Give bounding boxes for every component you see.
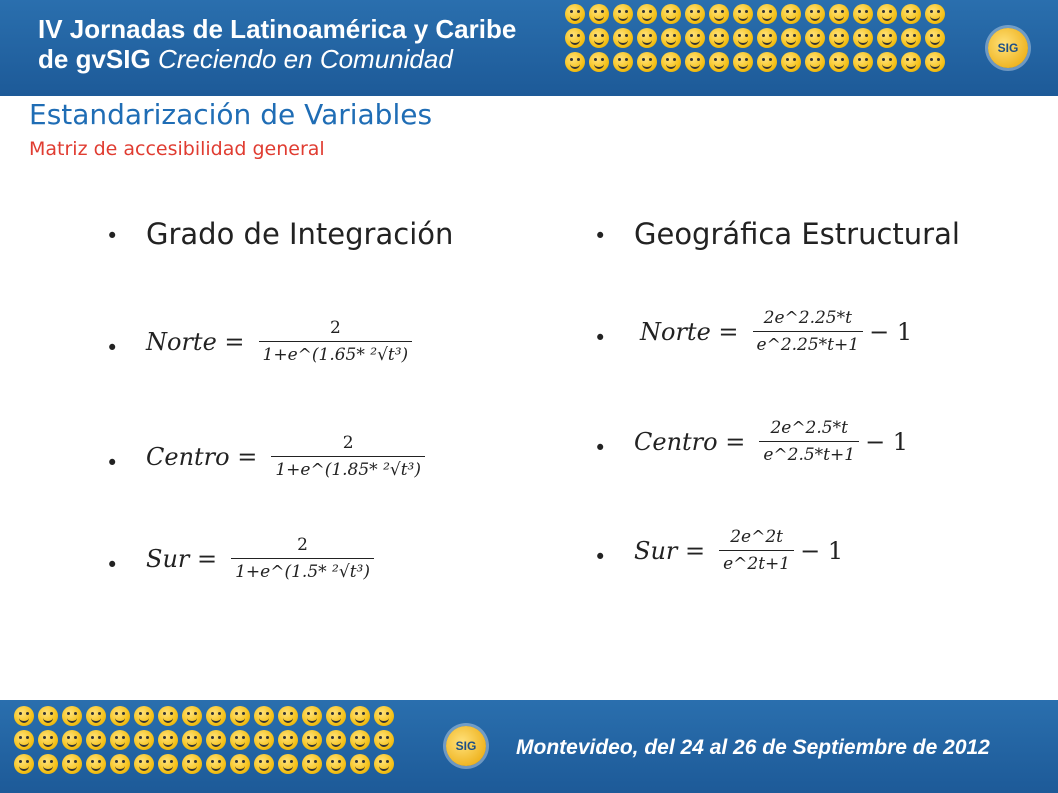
- smiley-icon: [781, 28, 801, 48]
- fraction: [753, 308, 864, 355]
- fraction-numerator: 2e^2t: [730, 527, 783, 547]
- smiley-icon: [853, 28, 873, 48]
- formula-sur-estructural: [634, 527, 843, 574]
- smiley-icon: [613, 4, 633, 24]
- smiley-icon: [110, 706, 130, 726]
- smiley-icon: [829, 28, 849, 48]
- event-title-gvsig: de gvSIG: [38, 44, 151, 74]
- smiley-icon: [230, 754, 250, 774]
- smiley-icon: [757, 28, 777, 48]
- smiley-icon: [182, 706, 202, 726]
- bullet-icon: •: [106, 336, 119, 360]
- fraction-denominator: e^2.25*t+1: [753, 331, 864, 355]
- smiley-icon: [637, 4, 657, 24]
- fraction: [759, 418, 859, 465]
- smiley-icon: [829, 52, 849, 72]
- smiley-icon: [302, 754, 322, 774]
- smiley-icon: [589, 52, 609, 72]
- formula-lhs: Centro =: [146, 442, 258, 471]
- smiley-icon: [326, 754, 346, 774]
- smiley-icon: [110, 730, 130, 750]
- smiley-icon: [350, 754, 370, 774]
- smiley-icon: [62, 706, 82, 726]
- smiley-icon: [38, 754, 58, 774]
- bullet-icon: •: [594, 545, 607, 569]
- formula-norte-integracion: [146, 318, 418, 365]
- smiley-icon: [709, 4, 729, 24]
- smiley-icon: [86, 706, 106, 726]
- smiley-icon: [661, 28, 681, 48]
- formula-lhs: Norte =: [640, 317, 739, 346]
- smiley-icon: [206, 706, 226, 726]
- smiley-icon: [877, 4, 897, 24]
- smiley-icon: [134, 754, 154, 774]
- formula-lhs: Sur =: [146, 544, 218, 573]
- event-title-line2: [38, 44, 516, 74]
- smiley-icon: [709, 52, 729, 72]
- smiley-icon: [230, 706, 250, 726]
- fraction-denominator: 1+e^(1.5* ²√t³): [231, 558, 374, 582]
- smiley-icon: [62, 730, 82, 750]
- smiley-icon: [925, 28, 945, 48]
- smiley-icon: [350, 730, 370, 750]
- smiley-icon: [925, 4, 945, 24]
- smiley-icon: [350, 706, 370, 726]
- smiley-icon: [685, 52, 705, 72]
- smiley-icon: [685, 28, 705, 48]
- smiley-icon: [14, 730, 34, 750]
- formula-norte-estructural: [640, 308, 912, 355]
- smiley-icon: [733, 28, 753, 48]
- bullet-icon: •: [106, 553, 119, 577]
- smiley-icon: [613, 28, 633, 48]
- fraction: [271, 433, 425, 480]
- smiley-icon: [901, 28, 921, 48]
- smiley-icon: [374, 754, 394, 774]
- fraction: [231, 535, 374, 582]
- smiley-icon: [302, 706, 322, 726]
- bullet-icon: •: [106, 451, 119, 475]
- smiley-icon: [326, 730, 346, 750]
- gvsig-logo-icon: SIG: [988, 28, 1028, 68]
- smiley-icon: [565, 28, 585, 48]
- smiley-icon: [62, 754, 82, 774]
- smiley-pattern: [14, 706, 394, 774]
- slide-subtitle: Matriz de accesibilidad general: [29, 138, 325, 160]
- smiley-icon: [14, 754, 34, 774]
- smiley-icon: [685, 4, 705, 24]
- event-tagline: Creciendo en Comunidad: [157, 44, 453, 74]
- smiley-icon: [733, 4, 753, 24]
- smiley-icon: [877, 52, 897, 72]
- smiley-icon: [901, 52, 921, 72]
- smiley-icon: [302, 730, 322, 750]
- smiley-icon: [134, 706, 154, 726]
- smiley-icon: [206, 730, 226, 750]
- footer-event-date: Montevideo, del 24 al 26 de Septiembre de 2012: [516, 736, 990, 759]
- fraction-numerator: 2: [329, 318, 341, 338]
- smiley-icon: [254, 706, 274, 726]
- gvsig-logo-icon: SIG: [446, 726, 486, 766]
- fraction-numerator: 2: [297, 535, 308, 555]
- formula-centro-estructural: [634, 418, 908, 465]
- smiley-icon: [86, 730, 106, 750]
- smiley-icon: [805, 4, 825, 24]
- smiley-icon: [589, 4, 609, 24]
- formula-lhs: Norte =: [146, 327, 245, 356]
- smiley-icon: [757, 4, 777, 24]
- smiley-icon: [613, 52, 633, 72]
- formula-lhs: Centro =: [634, 427, 746, 456]
- smiley-icon: [182, 730, 202, 750]
- smiley-icon: [877, 28, 897, 48]
- event-title: [38, 14, 516, 74]
- fraction-denominator: e^2.5*t+1: [759, 441, 859, 465]
- smiley-icon: [757, 52, 777, 72]
- bullet-icon: •: [594, 326, 607, 350]
- smiley-icon: [661, 4, 681, 24]
- smiley-icon: [230, 730, 250, 750]
- smiley-icon: [661, 52, 681, 72]
- smiley-icon: [733, 52, 753, 72]
- header-banner: [0, 0, 1058, 96]
- right-heading: Geográfica Estructural: [634, 217, 960, 251]
- smiley-icon: [637, 28, 657, 48]
- smiley-icon: [86, 754, 106, 774]
- smiley-icon: [110, 754, 130, 774]
- formula-sur-integracion: [146, 535, 380, 582]
- fraction: [719, 527, 794, 574]
- formula-tail: − 1: [800, 536, 844, 565]
- fraction-denominator: e^2t+1: [719, 550, 794, 574]
- smiley-icon: [158, 706, 178, 726]
- smiley-icon: [206, 754, 226, 774]
- smiley-icon: [853, 52, 873, 72]
- smiley-icon: [374, 730, 394, 750]
- smiley-icon: [901, 4, 921, 24]
- smiley-icon: [254, 754, 274, 774]
- smiley-icon: [805, 52, 825, 72]
- formula-tail: − 1: [865, 427, 909, 456]
- fraction-denominator: 1+e^(1.85* ²√t³): [271, 456, 425, 480]
- bullet-icon: •: [594, 436, 607, 460]
- left-heading: Grado de Integración: [146, 217, 454, 251]
- smiley-icon: [326, 706, 346, 726]
- smiley-icon: [565, 52, 585, 72]
- bullet-icon: •: [594, 224, 607, 248]
- smiley-icon: [134, 730, 154, 750]
- formula-centro-integracion: [146, 433, 431, 480]
- formula-lhs: Sur =: [634, 536, 706, 565]
- smiley-icon: [637, 52, 657, 72]
- smiley-icon: [38, 730, 58, 750]
- fraction-numerator: 2e^2.5*t: [770, 418, 848, 438]
- event-title-line1: IV Jornadas de Latinoamérica y Caribe: [38, 14, 517, 44]
- smiley-icon: [14, 706, 34, 726]
- smiley-icon: [781, 4, 801, 24]
- smiley-icon: [709, 28, 729, 48]
- smiley-pattern: [565, 4, 945, 72]
- fraction-numerator: 2: [342, 433, 354, 453]
- smiley-icon: [829, 4, 849, 24]
- formula-tail: − 1: [869, 317, 913, 346]
- smiley-icon: [781, 52, 801, 72]
- smiley-icon: [589, 28, 609, 48]
- smiley-icon: [925, 52, 945, 72]
- bullet-icon: •: [106, 224, 119, 248]
- smiley-icon: [278, 706, 298, 726]
- smiley-icon: [158, 730, 178, 750]
- footer-banner: [0, 700, 1058, 793]
- smiley-icon: [805, 28, 825, 48]
- smiley-icon: [278, 730, 298, 750]
- slide-title: Estandarización de Variables: [29, 98, 433, 131]
- fraction-numerator: 2e^2.25*t: [763, 308, 852, 328]
- fraction: [259, 318, 413, 365]
- smiley-icon: [182, 754, 202, 774]
- smiley-icon: [853, 4, 873, 24]
- smiley-icon: [254, 730, 274, 750]
- smiley-icon: [565, 4, 585, 24]
- fraction-denominator: 1+e^(1.65* ²√t³): [259, 341, 413, 365]
- smiley-icon: [374, 706, 394, 726]
- smiley-icon: [38, 706, 58, 726]
- smiley-icon: [278, 754, 298, 774]
- smiley-icon: [158, 754, 178, 774]
